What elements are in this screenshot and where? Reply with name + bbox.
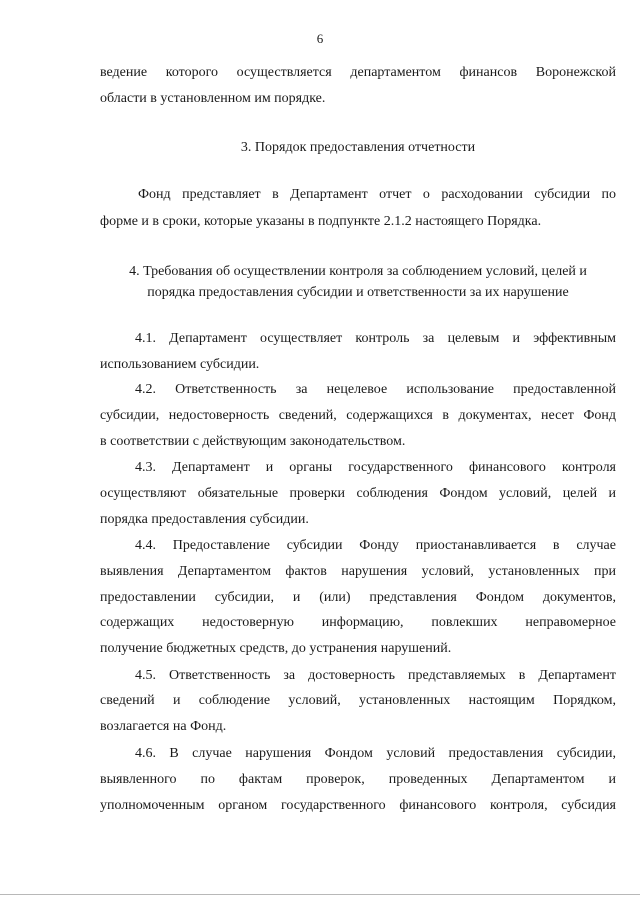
text-line: возлагается на Фонд.: [100, 719, 227, 734]
text-line: области в установленном им порядке.: [100, 91, 326, 106]
text-line: использованием субсидии.: [100, 357, 260, 372]
text-line: осуществляют обязательные проверки соблюдения Фондом условий, целей и: [100, 486, 616, 501]
text-line: 4.4. Предоставление субсидии Фонду приостанавливается в случае: [135, 538, 616, 553]
text-line: содержащих недостоверную информацию, повлекших неправомерное: [100, 615, 616, 630]
page-number: 6: [316, 31, 324, 46]
text-line: субсидии, недостоверность сведений, содержащихся в документах, несет Фонд: [100, 408, 616, 423]
text-line: 4.6. В случае нарушения Фондом условий предоставления субсидии,: [135, 746, 616, 761]
text-line: форме и в сроки, которые указаны в подпункте 2.1.2 настоящего Порядка.: [100, 214, 542, 229]
text-line: ведение которого осуществляется департаментом финансов Воронежской: [100, 65, 616, 80]
text-line: порядка предоставления субсидии.: [100, 512, 309, 527]
text-line: 4.2. Ответственность за нецелевое использование предоставленной: [135, 382, 616, 397]
page-bottom-edge: [0, 894, 640, 895]
text-line: Фонд представляет в Департамент отчет о расходовании субсидии по: [138, 187, 616, 202]
text-line: сведений и соблюдение условий, установленных настоящим Порядком,: [100, 693, 616, 708]
section-heading: 3. Порядок предоставления отчетности: [240, 140, 476, 155]
section-heading: 4. Требования об осуществлении контроля за соблюдением условий, целей и: [129, 264, 587, 279]
text-line: выявления Департаментом фактов нарушения условий, установленных при: [100, 564, 616, 579]
text-line: предоставлении субсидии, и (или) представления Фондом документов,: [100, 590, 616, 605]
text-line: выявленного по фактам проверок, проведенных Департаментом и: [100, 772, 616, 787]
text-line: 4.5. Ответственность за достоверность представляемых в Департамент: [135, 668, 616, 683]
text-line: 4.3. Департамент и органы государственного финансового контроля: [135, 460, 616, 475]
text-line: уполномоченным органом государственного финансового контроля, субсидия: [100, 798, 616, 813]
text-line: 4.1. Департамент осуществляет контроль за целевым и эффективным: [135, 331, 616, 346]
text-line: в соответствии с действующим законодательством.: [100, 434, 406, 449]
text-line: получение бюджетных средств, до устранения нарушений.: [100, 641, 452, 656]
section-heading: порядка предоставления субсидии и ответственности за их нарушение: [147, 285, 569, 300]
